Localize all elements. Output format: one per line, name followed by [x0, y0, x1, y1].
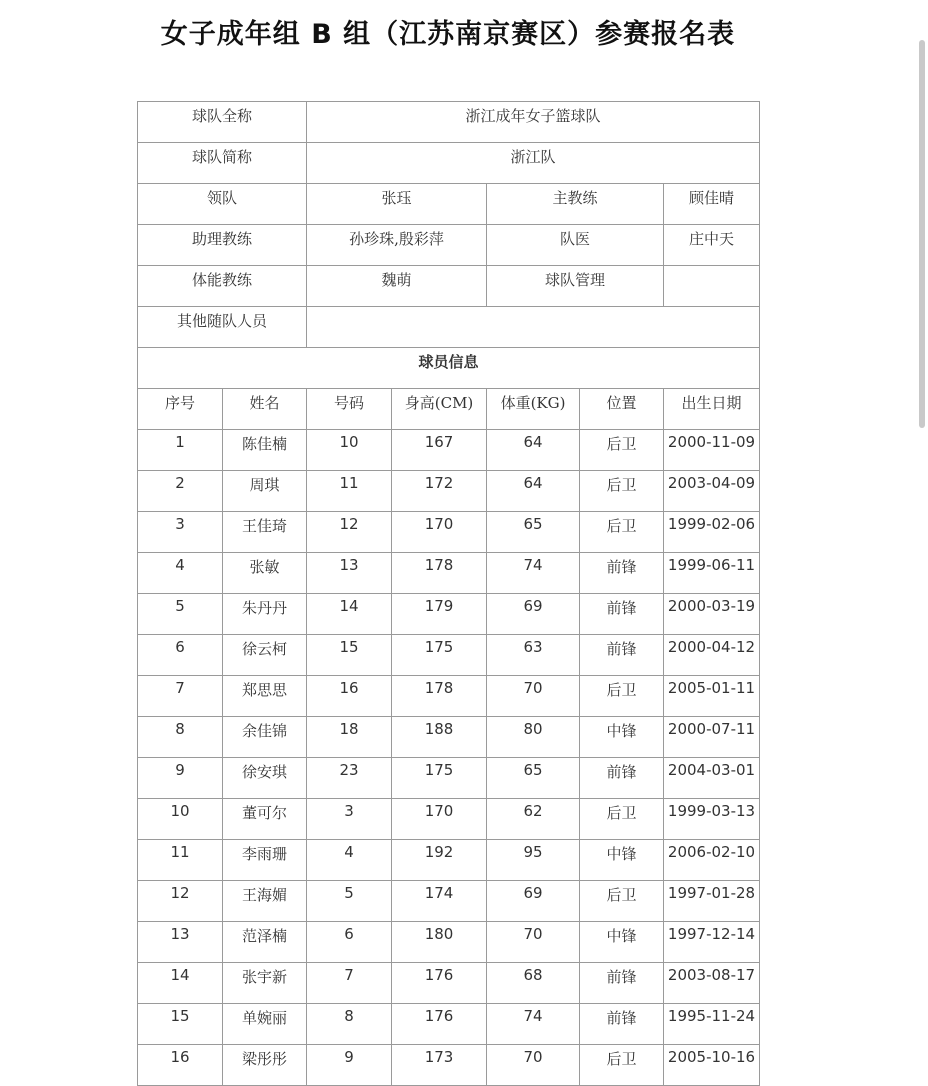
- players-section-heading: 球员信息: [138, 348, 760, 389]
- player-weight: 64: [487, 471, 580, 512]
- player-position: 后卫: [580, 512, 664, 553]
- value-head-coach: 顾佳晴: [664, 184, 760, 225]
- value-team-short-name: 浙江队: [307, 143, 760, 184]
- player-height: 180: [392, 922, 487, 963]
- player-jersey-number: 14: [307, 594, 392, 635]
- player-seq: 5: [138, 594, 223, 635]
- player-jersey-number: 10: [307, 430, 392, 471]
- player-birth-date: 2005-01-11: [664, 676, 760, 717]
- label-other-staff: 其他随队人员: [138, 307, 307, 348]
- players-section-row: [138, 348, 760, 389]
- player-weight: 65: [487, 758, 580, 799]
- player-birth-date: 1999-02-06: [664, 512, 760, 553]
- player-jersey-number: 7: [307, 963, 392, 1004]
- table-row: [138, 553, 760, 594]
- player-weight: 70: [487, 922, 580, 963]
- player-name: 朱丹丹: [223, 594, 307, 635]
- value-leader: 张珏: [307, 184, 487, 225]
- player-seq: 12: [138, 881, 223, 922]
- column-header: 身高(CM): [392, 389, 487, 430]
- player-name: 王佳琦: [223, 512, 307, 553]
- player-name: 周琪: [223, 471, 307, 512]
- table-row: [138, 881, 760, 922]
- player-birth-date: 1997-12-14: [664, 922, 760, 963]
- player-seq: 1: [138, 430, 223, 471]
- player-position: 后卫: [580, 471, 664, 512]
- player-position: 后卫: [580, 799, 664, 840]
- player-height: 175: [392, 758, 487, 799]
- player-weight: 70: [487, 676, 580, 717]
- player-name: 徐云柯: [223, 635, 307, 676]
- label-fitness-coach: 体能教练: [138, 266, 307, 307]
- label-team-short-name: 球队简称: [138, 143, 307, 184]
- table-row: [138, 430, 760, 471]
- player-seq: 16: [138, 1045, 223, 1086]
- table-row: [138, 1045, 760, 1086]
- page-title: 女子成年组 B 组（江苏南京赛区）参赛报名表: [160, 19, 736, 50]
- player-jersey-number: 6: [307, 922, 392, 963]
- player-name: 王海媚: [223, 881, 307, 922]
- player-name: 张宇新: [223, 963, 307, 1004]
- label-assistant-coach: 助理教练: [138, 225, 307, 266]
- player-name: 范泽楠: [223, 922, 307, 963]
- player-weight: 62: [487, 799, 580, 840]
- value-assistant-coach: 孙珍珠,殷彩萍: [307, 225, 487, 266]
- player-jersey-number: 12: [307, 512, 392, 553]
- player-position: 前锋: [580, 758, 664, 799]
- player-position: 后卫: [580, 1045, 664, 1086]
- player-seq: 9: [138, 758, 223, 799]
- table-row: [138, 799, 760, 840]
- player-jersey-number: 15: [307, 635, 392, 676]
- player-name: 郑思思: [223, 676, 307, 717]
- other-staff-row: [138, 307, 760, 348]
- player-height: 179: [392, 594, 487, 635]
- value-team-full-name: 浙江成年女子篮球队: [307, 102, 760, 143]
- player-height: 188: [392, 717, 487, 758]
- player-name: 单婉丽: [223, 1004, 307, 1045]
- player-seq: 4: [138, 553, 223, 594]
- player-name: 董可尔: [223, 799, 307, 840]
- player-weight: 95: [487, 840, 580, 881]
- label-head-coach: 主教练: [487, 184, 664, 225]
- player-height: 170: [392, 799, 487, 840]
- player-birth-date: 2003-04-09: [664, 471, 760, 512]
- player-jersey-number: 4: [307, 840, 392, 881]
- player-seq: 11: [138, 840, 223, 881]
- player-weight: 74: [487, 1004, 580, 1045]
- player-jersey-number: 3: [307, 799, 392, 840]
- player-jersey-number: 18: [307, 717, 392, 758]
- player-seq: 10: [138, 799, 223, 840]
- player-birth-date: 2000-03-19: [664, 594, 760, 635]
- player-name: 徐安琪: [223, 758, 307, 799]
- player-seq: 2: [138, 471, 223, 512]
- column-header: 姓名: [223, 389, 307, 430]
- player-birth-date: 2000-04-12: [664, 635, 760, 676]
- column-header: 位置: [580, 389, 664, 430]
- player-weight: 80: [487, 717, 580, 758]
- table-row: [138, 758, 760, 799]
- column-header: 号码: [307, 389, 392, 430]
- label-leader: 领队: [138, 184, 307, 225]
- player-jersey-number: 13: [307, 553, 392, 594]
- players-header-row: [138, 389, 760, 430]
- player-weight: 74: [487, 553, 580, 594]
- vertical-scrollbar[interactable]: [919, 40, 925, 428]
- table-row: [138, 635, 760, 676]
- player-weight: 68: [487, 963, 580, 1004]
- column-header: 体重(KG): [487, 389, 580, 430]
- column-header: 出生日期: [664, 389, 760, 430]
- player-name: 张敏: [223, 553, 307, 594]
- player-jersey-number: 5: [307, 881, 392, 922]
- player-weight: 64: [487, 430, 580, 471]
- player-height: 173: [392, 1045, 487, 1086]
- table-row: [138, 717, 760, 758]
- player-height: 178: [392, 676, 487, 717]
- player-weight: 69: [487, 594, 580, 635]
- player-seq: 7: [138, 676, 223, 717]
- player-jersey-number: 8: [307, 1004, 392, 1045]
- label-manager: 球队管理: [487, 266, 664, 307]
- player-seq: 15: [138, 1004, 223, 1045]
- player-height: 167: [392, 430, 487, 471]
- player-position: 前锋: [580, 594, 664, 635]
- player-weight: 69: [487, 881, 580, 922]
- player-height: 178: [392, 553, 487, 594]
- table-row: [138, 676, 760, 717]
- player-birth-date: 2003-08-17: [664, 963, 760, 1004]
- team-full-name-row: [138, 102, 760, 143]
- player-birth-date: 2005-10-16: [664, 1045, 760, 1086]
- player-weight: 70: [487, 1045, 580, 1086]
- registration-table: [137, 101, 760, 1086]
- player-position: 前锋: [580, 553, 664, 594]
- player-position: 后卫: [580, 430, 664, 471]
- table-row: [138, 471, 760, 512]
- player-height: 175: [392, 635, 487, 676]
- team-short-name-row: [138, 143, 760, 184]
- player-height: 170: [392, 512, 487, 553]
- player-name: 余佳锦: [223, 717, 307, 758]
- player-birth-date: 2000-11-09: [664, 430, 760, 471]
- player-birth-date: 2006-02-10: [664, 840, 760, 881]
- player-height: 174: [392, 881, 487, 922]
- table-row: [138, 594, 760, 635]
- player-jersey-number: 16: [307, 676, 392, 717]
- player-position: 后卫: [580, 676, 664, 717]
- player-birth-date: 2000-07-11: [664, 717, 760, 758]
- player-jersey-number: 9: [307, 1045, 392, 1086]
- player-birth-date: 1997-01-28: [664, 881, 760, 922]
- fitness-row: [138, 266, 760, 307]
- player-height: 176: [392, 1004, 487, 1045]
- assistant-row: [138, 225, 760, 266]
- player-name: 梁彤彤: [223, 1045, 307, 1086]
- value-fitness-coach: 魏萌: [307, 266, 487, 307]
- player-position: 中锋: [580, 922, 664, 963]
- player-position: 中锋: [580, 717, 664, 758]
- player-birth-date: 1995-11-24: [664, 1004, 760, 1045]
- player-weight: 63: [487, 635, 580, 676]
- column-header: 序号: [138, 389, 223, 430]
- player-name: 陈佳楠: [223, 430, 307, 471]
- player-jersey-number: 23: [307, 758, 392, 799]
- player-position: 前锋: [580, 1004, 664, 1045]
- table-row: [138, 1004, 760, 1045]
- player-height: 172: [392, 471, 487, 512]
- player-position: 前锋: [580, 963, 664, 1004]
- table-row: [138, 512, 760, 553]
- player-birth-date: 1999-06-11: [664, 553, 760, 594]
- player-position: 中锋: [580, 840, 664, 881]
- player-height: 176: [392, 963, 487, 1004]
- player-seq: 14: [138, 963, 223, 1004]
- player-weight: 65: [487, 512, 580, 553]
- player-birth-date: 1999-03-13: [664, 799, 760, 840]
- player-birth-date: 2004-03-01: [664, 758, 760, 799]
- label-team-full-name: 球队全称: [138, 102, 307, 143]
- player-seq: 3: [138, 512, 223, 553]
- table-row: [138, 922, 760, 963]
- table-row: [138, 840, 760, 881]
- player-jersey-number: 11: [307, 471, 392, 512]
- value-doctor: 庄中天: [664, 225, 760, 266]
- player-position: 前锋: [580, 635, 664, 676]
- player-height: 192: [392, 840, 487, 881]
- player-seq: 13: [138, 922, 223, 963]
- leader-row: [138, 184, 760, 225]
- player-seq: 8: [138, 717, 223, 758]
- table-row: [138, 963, 760, 1004]
- team-info: [138, 102, 760, 430]
- value-other-staff: [307, 307, 760, 348]
- value-manager: [664, 266, 760, 307]
- player-name: 李雨珊: [223, 840, 307, 881]
- label-doctor: 队医: [487, 225, 664, 266]
- player-rows: [138, 430, 760, 1086]
- player-position: 后卫: [580, 881, 664, 922]
- player-seq: 6: [138, 635, 223, 676]
